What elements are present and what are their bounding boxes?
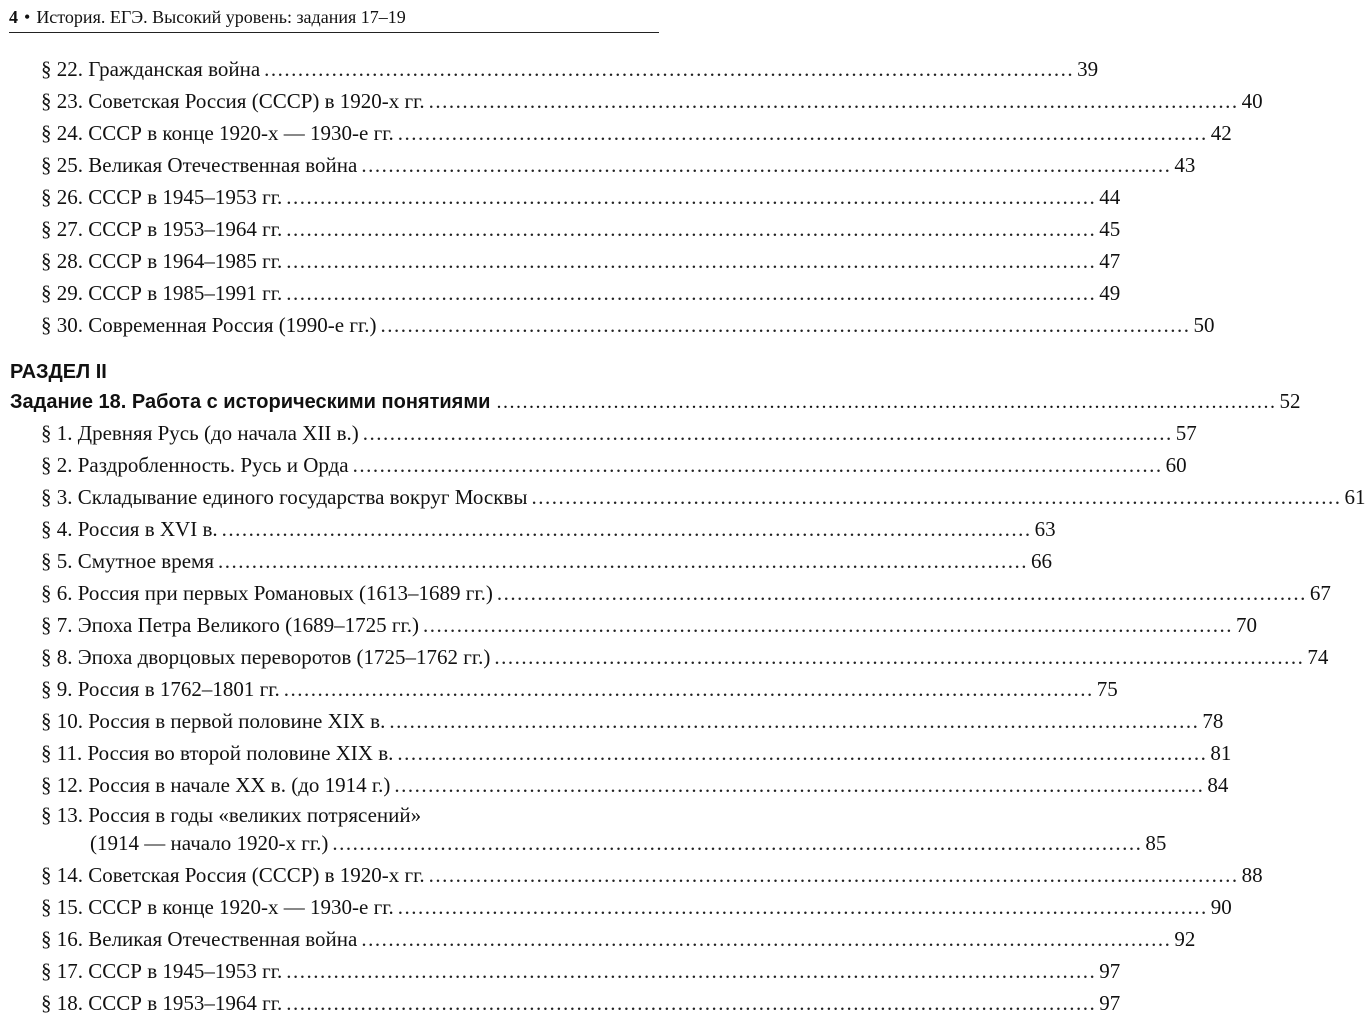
toc-entry-page: 40 [1241, 89, 1263, 113]
toc-entry-title: § 30. Современная Россия (1990-е гг.) [41, 313, 377, 337]
toc-entry-title: § 26. СССР в 1945–1953 гг. [41, 185, 283, 209]
dot-leader: ........................................................................................................................ [352, 453, 1163, 477]
dot-leader: ........................................................................................................................ [286, 185, 1097, 209]
toc-entry-title: § 22. Гражданская война [41, 57, 261, 81]
task-heading[interactable] [10, 386, 1301, 416]
dot-leader: ........................................................................................................................ [332, 831, 1143, 855]
toc-entry-title: § 16. Великая Отечественная война [41, 927, 358, 951]
toc-entry[interactable] [0, 53, 1099, 85]
toc-entry[interactable] [0, 545, 1052, 577]
toc-entry-title: § 8. Эпоха дворцовых переворотов (1725–1762 гг.) [41, 645, 491, 669]
toc-entry[interactable] [0, 245, 1121, 277]
toc-entry[interactable] [0, 705, 1224, 737]
toc-entry-title: § 5. Смутное время [41, 549, 214, 573]
task-title: Задание 18. Работа с историческими понятиями [10, 391, 491, 413]
toc-entry-title-continued: (1914 — начало 1920-х гг.) [90, 831, 329, 855]
toc-entry[interactable] [0, 641, 1329, 673]
toc-entry-title: § 13. Россия в годы «великих потрясений» [41, 803, 422, 827]
dot-leader: ........................................................................................................................ [397, 741, 1208, 765]
toc-entry-title: § 17. СССР в 1945–1953 гг. [41, 959, 283, 983]
dot-leader: ........................................................................................................................ [286, 217, 1097, 241]
book-title: История. ЕГЭ. Высокий уровень: задания 17–19 [36, 7, 406, 27]
section-heading: РАЗДЕЛ II [10, 361, 107, 383]
toc-entry[interactable] [0, 213, 1121, 245]
toc-entry[interactable] [0, 117, 1232, 149]
toc-entry-title: § 24. СССР в конце 1920-х — 1930-е гг. [41, 121, 394, 145]
toc-entry[interactable] [0, 609, 1257, 641]
dot-leader: ........................................................................................................................ [221, 517, 1032, 541]
dot-leader: ........................................................................................................................ [428, 863, 1239, 887]
toc-entry-page: 97 [1099, 959, 1121, 983]
toc-entry[interactable] [0, 417, 1197, 449]
toc-entry-title: § 6. Россия при первых Романовых (1613–1689 гг.) [41, 581, 493, 605]
toc-entry[interactable] [0, 481, 1365, 513]
dot-leader: ........................................................................................................................ [428, 89, 1239, 113]
toc-block-part-one [0, 53, 1263, 341]
dot-leader: ........................................................................................................................ [286, 959, 1097, 983]
toc-entry-title: § 9. Россия в 1762–1801 гг. [41, 677, 280, 701]
toc-entry[interactable] [0, 309, 1215, 341]
toc-entry-page: 60 [1165, 453, 1187, 477]
header-separator: • [24, 7, 31, 27]
toc-entry-title: § 14. Советская Россия (СССР) в 1920-х гг. [41, 863, 425, 887]
toc-entry-page: 74 [1307, 645, 1329, 669]
toc-entry-page: 88 [1241, 863, 1263, 887]
toc-entry-page: 81 [1210, 741, 1232, 765]
dot-leader: ........................................................................................................................ [361, 927, 1172, 951]
toc-entry[interactable] [0, 769, 1229, 801]
dot-leader: ........................................................................................................................ [286, 249, 1097, 273]
toc-entry-page: 90 [1210, 895, 1232, 919]
toc-entry-title: § 12. Россия в начале XX в. (до 1914 г.) [41, 773, 391, 797]
toc-entry-page: 50 [1193, 313, 1215, 337]
toc-entry[interactable] [0, 85, 1263, 117]
toc-entry-page: 44 [1099, 185, 1121, 209]
dot-leader: ........................................................................................................................ [361, 153, 1172, 177]
toc-entry-title: § 25. Великая Отечественная война [41, 153, 358, 177]
toc-entry-title: § 1. Древняя Русь (до начала XII в.) [41, 421, 359, 445]
toc-entry[interactable] [0, 923, 1196, 955]
dot-leader: ........................................................................................................................ [394, 773, 1205, 797]
toc-entry-page: 78 [1202, 709, 1224, 733]
toc-entry-title: § 10. Россия в первой половине XIX в. [41, 709, 386, 733]
dot-leader: ........................................................................................................................ [362, 421, 1173, 445]
toc-entry-title: § 3. Складывание единого государства вокруг Москвы [41, 485, 528, 509]
toc-entry-page: 49 [1099, 281, 1121, 305]
toc-entry-page: 70 [1235, 613, 1257, 637]
toc-entry-page: 97 [1099, 991, 1121, 1015]
toc-entry[interactable] [0, 673, 1118, 705]
toc-entry-page: 61 [1344, 485, 1365, 509]
toc-entry-page: 66 [1030, 549, 1052, 573]
dot-leader: ........................................................................................................................ [494, 645, 1305, 669]
dot-leader: ........................................................................................................................ [422, 613, 1233, 637]
dot-leader: ........................................................................................................................ [496, 581, 1307, 605]
toc-entry[interactable] [0, 277, 1121, 309]
toc-entry[interactable] [0, 859, 1263, 891]
toc-entry-title: § 23. Советская Россия (СССР) в 1920-х гг. [41, 89, 425, 113]
dot-leader: ........................................................................................................................ [397, 895, 1208, 919]
dot-leader: ........................................................................................................................ [264, 57, 1075, 81]
toc-entry[interactable] [0, 181, 1121, 213]
dot-leader: ........................................................................................................................ [286, 281, 1097, 305]
toc-entry-title: § 28. СССР в 1964–1985 гг. [41, 249, 283, 273]
toc-entry[interactable] [0, 737, 1232, 769]
dot-leader: ........................................................................................................................ [397, 121, 1208, 145]
toc-entry[interactable] [0, 577, 1331, 609]
dot-leader: ........................................................................................................................ [389, 709, 1200, 733]
toc-entry[interactable] [0, 891, 1232, 923]
toc-entry-page: 39 [1077, 57, 1099, 81]
toc-entry[interactable] [0, 513, 1056, 545]
toc-entry-page: 84 [1207, 773, 1229, 797]
dot-leader: ........................................................................................................................ [286, 991, 1097, 1015]
dot-leader: ........................................................................................................................ [531, 485, 1342, 509]
toc-entry-page: 63 [1034, 517, 1056, 541]
page-number: 4 [9, 7, 18, 27]
task-page: 52 [1279, 389, 1301, 413]
dot-leader: ........................................................................................................................ [283, 677, 1094, 701]
toc-entry-page: 42 [1210, 121, 1232, 145]
dot-leader: ........................................................................................................................ [496, 391, 1277, 413]
toc-entry-page: 57 [1175, 421, 1197, 445]
toc-entry-title: § 7. Эпоха Петра Великого (1689–1725 гг.) [41, 613, 419, 637]
running-header [9, 2, 659, 33]
toc-entry-title: § 2. Раздробленность. Русь и Орда [41, 453, 349, 477]
toc-entry-title: § 18. СССР в 1953–1964 гг. [41, 991, 283, 1015]
dot-leader: ........................................................................................................................ [217, 549, 1028, 573]
toc-block-part-two [0, 417, 1365, 1019]
toc-entry[interactable] [0, 449, 1187, 481]
toc-entry[interactable] [0, 149, 1196, 181]
toc-entry-page: 75 [1096, 677, 1118, 701]
toc-entry-title: § 29. СССР в 1985–1991 гг. [41, 281, 283, 305]
toc-entry-title: § 11. Россия во второй половине XIX в. [41, 741, 394, 765]
dot-leader: ........................................................................................................................ [380, 313, 1191, 337]
toc-entry-page: 45 [1099, 217, 1121, 241]
toc-entry-page: 43 [1174, 153, 1196, 177]
toc-entry-page: 67 [1309, 581, 1331, 605]
toc-entry-two-line[interactable] [0, 801, 1167, 859]
toc-entry-title: § 27. СССР в 1953–1964 гг. [41, 217, 283, 241]
toc-entry[interactable] [0, 987, 1121, 1019]
toc-entry-page: 85 [1145, 831, 1167, 855]
toc-entry-title: § 4. Россия в XVI в. [41, 517, 218, 541]
toc-entry[interactable] [0, 955, 1121, 987]
toc-entry-page: 47 [1099, 249, 1121, 273]
toc-entry-page: 92 [1174, 927, 1196, 951]
toc-entry-title: § 15. СССР в конце 1920-х — 1930-е гг. [41, 895, 394, 919]
